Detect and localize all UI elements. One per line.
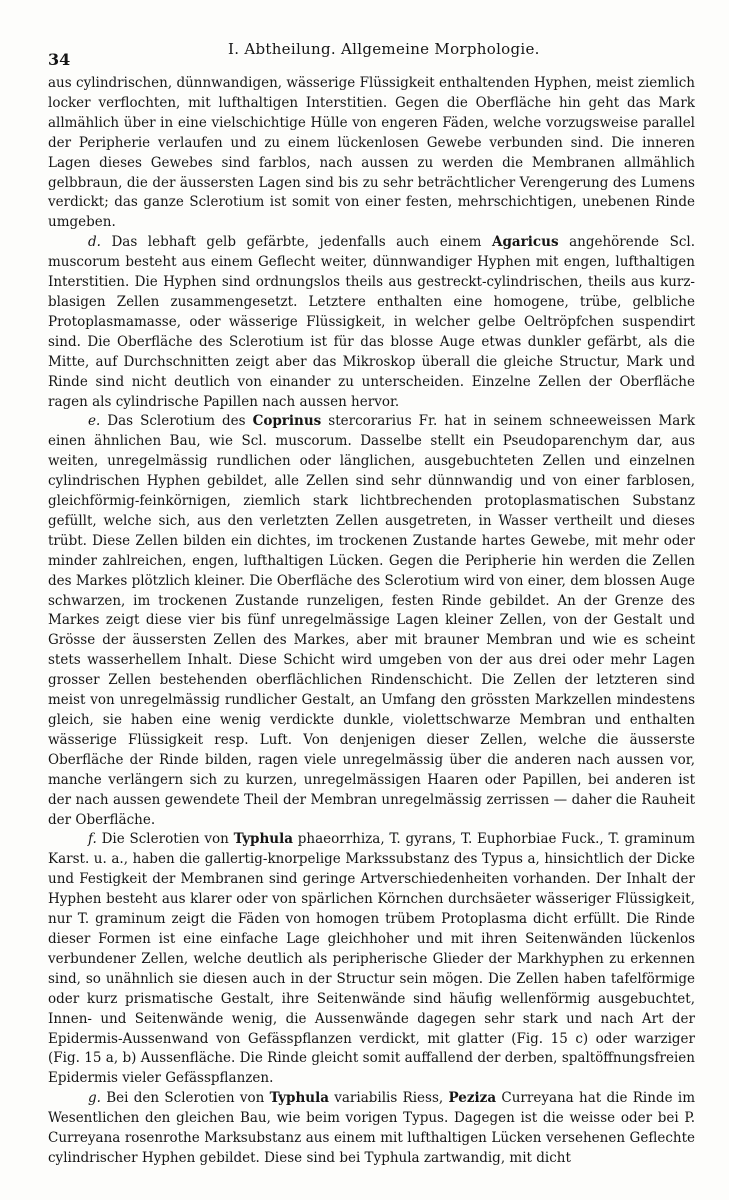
paragraph-text: Die Sclerotien von bbox=[96, 831, 234, 848]
genus-name: Typhula bbox=[233, 831, 293, 848]
page-header bbox=[48, 40, 695, 69]
paragraph-f bbox=[48, 830, 695, 1089]
paragraph-text: Bei den Sclerotien von bbox=[100, 1090, 270, 1107]
paragraph-e bbox=[48, 412, 695, 830]
running-head: I. Abtheilung. Allgemeine Morphologie. bbox=[228, 40, 540, 58]
paragraph-text: stercorarius Fr. hat in seinem schneeweissen Mark einen ähnlichen Bau, wie Scl. muscorum. Dasselbe stellt ein Pseudoparenchym dar, aus weiten, unregelmässig rundlichen oder länglichen, ausgebuchteten Zellen und einzelnen cylindrischen Hyphen gebildet, alle Zellen sind sehr dünnwandig und von einer farblosen, gleichförmig-feinkörnigen, ziemlich stark lichtbrechenden protoplasmatischen Substanz gefüllt, welche sich, aus den verletzten Zellen ausgetreten, in Wasser vertheilt und dieses trübt. Diese Zellen bilden ein dichtes, im trockenen Zustande hartes Gewebe, mit mehr oder minder zahlreichen, engen, lufthaltigen Lücken. Gegen die Peripherie hin werden die Zellen des Markes plötzlich kleiner. Die Oberfläche des Sclerotium wird von einer, dem blossen Auge schwarzen, im trockenen Zustande runzeligen, festen Rinde gebildet. An der Grenze des Markes zeigt diese vier bis fünf unregelmässige Lagen kleiner Zellen, von der Gestalt und Grösse der äussersten Zellen des Markes, aber mit brauner Membran und wie es scheint stets wasserhellem Inhalt. Diese Schicht wird umgeben von der aus drei oder mehr Lagen grosser Zellen bestehenden oberflächlichen Rindenschicht. Die Zellen der letzteren sind meist von unregelmässig rundlicher Gestalt, an Umfang den grössten Markzellen mindestens gleich, sie haben eine wenig verdickte dunkle, violettschwarze Membran und enthalten wässerige Flüssigkeit resp. Luft. Von denjenigen dieser Zellen, welche die äusserste Oberfläche der Rinde bilden, ragen viele unregelmässig über die anderen nach aussen vor, manche verlängern sich zu kurzen, unregelmässigen Haaren oder Papillen, bei anderen ist der nach aussen gewendete Theil der Membran unregelmässig zerrissen — daher die Rauheit der Oberfläche. bbox=[48, 413, 695, 828]
paragraph-text: Das Sclerotium des bbox=[100, 413, 253, 430]
genus-name: Typhula bbox=[269, 1090, 329, 1107]
body-text bbox=[48, 74, 695, 1169]
paragraph-text: Das lebhaft gelb gefärbte, jedenfalls auch einem bbox=[100, 234, 493, 251]
genus-name: Agaricus bbox=[492, 234, 559, 251]
paragraph-text: angehörende Scl. muscorum besteht aus einem Geflecht weiter, dünnwandiger Hyphen mit engen, lufthaltigen Interstitien. Die Hyphen sind ordnungslos theils aus gestreckt-cylindrischen, theils aus kurz-blasigen Zellen zusammengesetzt. Letztere enthalten eine homogene, trübe, gelbliche Protoplasmamasse, oder wässerige Flüssigkeit, in welcher gelbe Oeltröpfchen suspendirt sind. Die Oberfläche des Sclerotium ist für das blosse Auge etwas dunkler gefärbt, als die Mitte, auf Durchschnitten zeigt aber das Mikroskop überall die gleiche Structur, Mark und Rinde sind nicht deutlich von einander zu unterscheiden. Einzelne Zellen der Oberfläche ragen als cylindrische Papillen nach aussen hervor. bbox=[48, 234, 695, 410]
paragraph-continuation bbox=[48, 74, 695, 233]
paragraph-text: phaeorrhiza, T. gyrans, T. Euphorbiae Fuck., T. graminum Karst. u. a., haben die gallertig-knorpelige Markssubstanz des Typus a, hinsichtlich der Dicke und Festigkeit der Membranen sind geringe Artverschiedenheiten vorhanden. Der Inhalt der Hyphen besteht aus klarer oder von spärlichen Körnchen durchsäeter wässeriger Flüssigkeit, nur T. graminum zeigt die Fäden von homogen trübem Protoplasma dicht erfüllt. Die Rinde dieser Formen ist eine einfache Lage gleichhoher und mit ihren Seitenwänden lückenlos verbundener Zellen, welche deutlich als peripherische Glieder der Markhyphen zu erkennen sind, so unähnlich sie diesen auch in der Structur sein mögen. Die Zellen haben tafelförmige oder kurz prismatische Gestalt, ihre Seitenwände sind häufig wellenförmig ausgebuchtet, Innen- und Seitenwände wenig, die Aussenwände dagegen sehr stark und nach Art der Epidermis-Aussenwand von Gefässpflanzen verdickt, mit glatter (Fig. 15 c) oder warziger (Fig. 15 a, b) Aussenfläche. Die Rinde gleicht somit auffallend der derben, spaltöffnungsfreien Epidermis vieler Gefässpflanzen. bbox=[48, 831, 695, 1087]
paragraph-d bbox=[48, 233, 695, 412]
paragraph-marker: e. bbox=[88, 413, 101, 430]
paragraph-marker: f. bbox=[88, 831, 97, 848]
paragraph-text: variabilis Riess, bbox=[328, 1090, 449, 1107]
paragraph-g bbox=[48, 1089, 695, 1169]
paragraph-text: aus cylindrischen, dünnwandigen, wässerige Flüssigkeit enthaltenden Hyphen, meist ziemlich locker verflochten, mit lufthaltigen Interstitien. Gegen die Oberfläche hin geht das Mark allmählich über in eine vielschichtige Hülle von engeren Fäden, welche vorzugsweise parallel der Peripherie verlaufen und zu einem lückenlosen Gewebe verbunden sind. Die inneren Lagen dieses Gewebes sind farblos, nach aussen zu werden die Membranen allmählich gelbbraun, die der äussersten Lagen sind bis zu sehr beträchtlicher Verengerung des Lumens verdickt; das ganze Sclerotium ist somit von einer festen, mehrschichtigen, unebenen Rinde umgeben. bbox=[48, 75, 695, 231]
genus-name: Coprinus bbox=[252, 413, 322, 430]
paragraph-marker: g. bbox=[88, 1090, 101, 1107]
page-number: 34 bbox=[48, 50, 71, 69]
genus-name: Peziza bbox=[448, 1090, 497, 1107]
paragraph-text: Curreyana hat die Rinde im Wesentlichen den gleichen Bau, wie beim vorigen Typus. Dagegen ist die weisse oder bei P. Curreyana rosenrothe Marksubstanz aus einem mit lufthaltigen Lücken versehenen Geflechte cylindrischer Hyphen gebildet. Diese sind bei Typhula zartwandig, mit dicht bbox=[48, 1090, 695, 1166]
paragraph-marker: d. bbox=[88, 234, 101, 251]
